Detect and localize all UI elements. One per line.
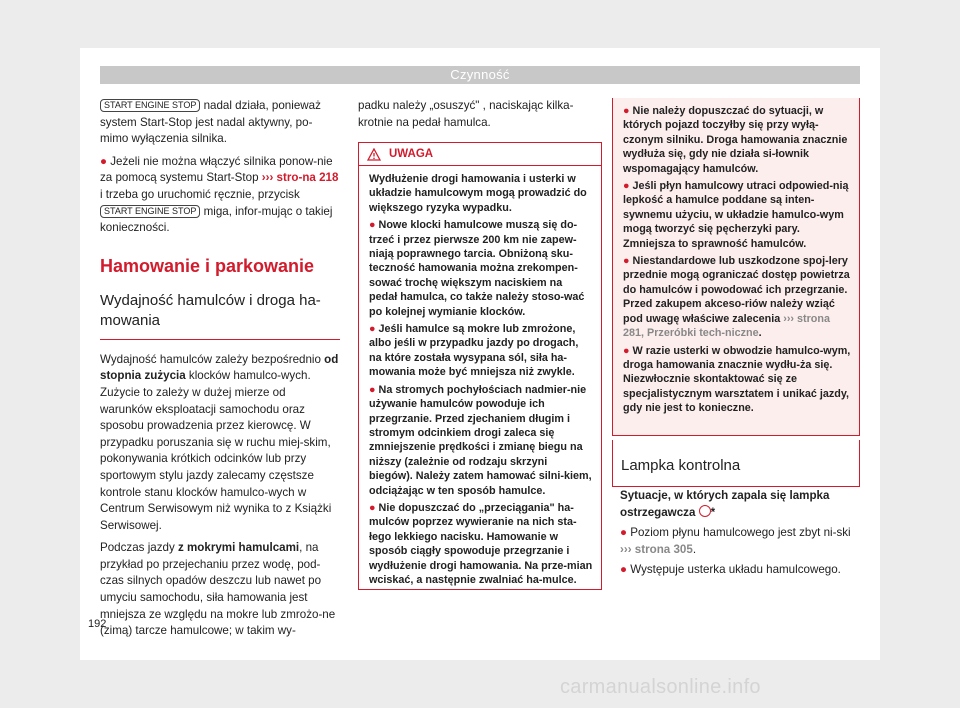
page-number: 192 xyxy=(88,618,107,630)
warning-triangle-icon xyxy=(367,148,381,161)
paragraph-brake-wear xyxy=(100,352,340,535)
text: Jeśli hamulce są mokre lub zmrożone, albo jeśli w przypadku jazdy po drogach, na które została wysypana sól, siła ha-mowania może być mniejsza niż zwykle. xyxy=(369,323,579,379)
brake-warning-icon xyxy=(699,505,711,517)
paragraph-wet-brakes xyxy=(100,540,340,640)
text: miga, infor-mując o takiej konieczności. xyxy=(100,204,333,235)
text: . xyxy=(692,542,697,556)
column-1 xyxy=(100,98,340,646)
page-reference-link[interactable]: ››› strona 281, Przeróbki tech-niczne xyxy=(623,312,831,340)
bullet-icon: ● xyxy=(369,323,376,336)
paragraph-start-stop xyxy=(100,98,340,148)
lamp-section-title: Lampka kontrolna xyxy=(621,457,741,474)
lamp-section-frame xyxy=(612,440,860,486)
text: Występuje usterka układu hamulcowego. xyxy=(630,563,841,577)
text: Wydajność hamulców zależy bezpośrednio xyxy=(100,352,325,366)
lamp-item xyxy=(620,562,860,579)
asterisk: * xyxy=(710,505,716,519)
text: Nie dopuszczać do „przeciągania" ha-mulców poprzez wywieranie na nich sta-łego lekkiego nacisku. Hamowanie w sposób ciągły spowoduje przegrzanie i wydłużenie drogi hamowania. Na prze-mian wciskać, a następnie zwalniać ha-mulce. xyxy=(369,501,593,586)
text: Jeśli płyn hamulcowy utraci odpowied-nią lepkość a hamulce poddane są inten-sywnemu użyciu, w układzie hamulco-wym mogą tworzyć się pęcherzyki pary. Zmniejsza to sprawność hamulców. xyxy=(623,180,849,250)
bullet-item xyxy=(100,154,340,237)
warning-item xyxy=(623,179,851,251)
text: W razie usterki w obwodzie hamulco-wym, droga hamowania znacznie wydłu-ża się. Niezwłocznie skontaktować się ze specjalistycznym warsztatem i unikać jazdy, gdy nie jest to konieczne. xyxy=(623,344,851,415)
bold-text: od stopnia zużycia xyxy=(100,352,339,383)
warning-item xyxy=(369,501,593,587)
warning-item xyxy=(369,383,593,498)
watermark: carmanualsonline.info xyxy=(560,676,761,698)
subsection-title: Wydajność hamulców i droga ha-mowania xyxy=(100,291,321,329)
bullet-icon: ● xyxy=(100,154,108,168)
bullet-icon: ● xyxy=(623,105,630,117)
warning-item xyxy=(623,104,851,176)
lamp-section-text xyxy=(620,488,860,583)
lamp-question xyxy=(620,488,860,521)
warning-body xyxy=(613,98,859,416)
bold-text: Sytuacje, w których zapala się lampka ostrzegawcza xyxy=(620,489,830,519)
warning-box xyxy=(358,142,602,590)
text: Na stromych pochyłościach nadmier-nie używanie hamulców powoduje ich przegrzanie. Przed zjechaniem długim i stromym odcinkiem drogi zaleca się zmniejszenie prędkości i zmianę biegu na niższy (zależnie od rodzaju skrzyni biegów). Należy zatem hamować silni-kiem, odciążając w ten sposób hamulce. xyxy=(369,383,592,497)
text: klocków hamulco-wych. Zużycie to zależy w dużej mierze od warunków eksploatacji samochodu oraz sposobu prowadzenia przez kierowcę. W przypadku poruszania się w ruchu miej-skim, pokonywania krótkich odcinków lub przy sportowym stylu jazdy zalecamy częstsze kontrole stanu klocków hamulco-wych w Centrum Serwisowym niż wynika to z Książki Serwisowej. xyxy=(100,369,332,532)
text: Poziom płynu hamulcowego jest zbyt ni-ski xyxy=(630,526,851,540)
section-title: Hamowanie i parkowanie xyxy=(100,255,315,276)
text: Nowe klocki hamulcowe muszą się do-trzeć i przez pierwsze 200 km nie zapew-niają poprawnego tarcia. Obniżoną sku-teczność hamowania można zrekompen-sować trochę większym naciskiem na pedał hamulca, co także należy stoso-wać po kolejnej wymianie klocków. xyxy=(369,219,585,318)
warning-item xyxy=(369,218,593,319)
text: Jeżeli nie można włączyć silnika ponow-nie za pomocą systemu Start-Stop xyxy=(100,154,333,185)
warning-item xyxy=(623,254,851,340)
text: Niestandardowe lub uszkodzone spoj-lery przednie mogą ograniczać dostęp powietrza do hamulców i powodować ich przegrzanie. Przed zakupem akceso-riów należy wziąć pod uwagę właściwe zalecenia xyxy=(623,255,850,325)
warning-body xyxy=(359,166,601,587)
warning-box-continued xyxy=(612,98,860,436)
bullet-icon: ● xyxy=(369,501,376,514)
column-2 xyxy=(358,98,602,137)
header-title: Czynność xyxy=(450,67,510,82)
warning-header xyxy=(359,143,601,166)
bullet-icon: ● xyxy=(369,219,376,232)
page-reference-link[interactable]: ››› stro-na 218 xyxy=(261,171,339,185)
text: i trzeba go uruchomić ręcznie, przycisk xyxy=(100,187,300,201)
key-start-engine-stop: START ENGINE STOP xyxy=(100,99,200,112)
warning-item xyxy=(623,344,851,416)
page-reference-link[interactable]: ››› strona 305 xyxy=(620,542,693,556)
divider xyxy=(100,339,340,340)
bullet-icon: ● xyxy=(623,344,630,357)
paragraph-continued: padku należy „osuszyć" , naciskając kilka-krotnie na pedał hamulca. xyxy=(358,99,574,129)
bullet-icon: ● xyxy=(623,180,630,193)
warning-intro: Wydłużenie drogi hamowania i usterki w układzie hamulcowym mogą prowadzić do większego ryzyka wypadku. xyxy=(369,173,587,214)
divider xyxy=(612,486,860,487)
bullet-icon: ● xyxy=(620,526,628,540)
bullet-icon: ● xyxy=(369,383,376,396)
bold-text: z mokrymi hamulcami xyxy=(177,541,300,555)
text: Nie należy dopuszczać do sytuacji, w których pojazd toczyłby się przy wyłą-czonym silniku. Droga hamowania znacznie wydłuża się, gdy nie działa si-łownik wspomagający hamulców. xyxy=(623,105,848,175)
key-start-engine-stop: START ENGINE STOP xyxy=(100,205,200,218)
page-header xyxy=(100,66,860,84)
lamp-item xyxy=(620,525,860,558)
bullet-icon: ● xyxy=(620,563,628,577)
text: , na przykład po przejechaniu przez wodę, pod-czas silnych opadów deszczu lub nawet po umyciu samochodu, siła hamowania jest mniejsza ze względu na mokre lub zmrożo-ne (zimą) tarcze hamulcowe; w takim wy- xyxy=(100,541,336,638)
bullet-icon: ● xyxy=(623,255,630,268)
text: . xyxy=(758,327,762,340)
text: Podczas jazdy xyxy=(100,541,178,555)
warning-item xyxy=(369,322,593,380)
warning-title: UWAGA xyxy=(389,148,434,160)
text: nadal działa, ponieważ system Start-Stop jest nadal aktywny, po-mimo wyłączenia silnika. xyxy=(100,99,321,146)
